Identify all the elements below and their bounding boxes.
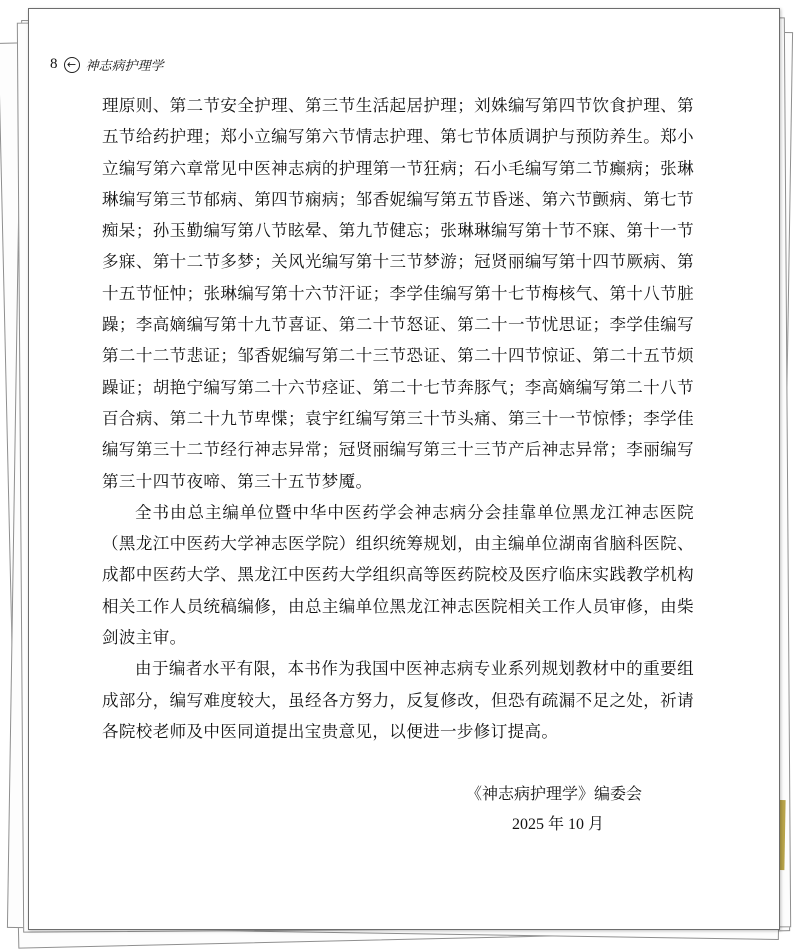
running-header (50, 55, 164, 74)
page-number: 8 (50, 56, 58, 72)
paragraph-3: 由于编者水平有限，本书作为我国中医神志病专业系列规划教材中的重要组成部分，编写难度较大，虽经各方努力，反复修改，但恐有疏漏不足之处，祈请各院校老师及中医同道提出宝贵意见，以便进一步修订提高。 (102, 659, 694, 741)
paragraph-1: 理原则、第二节安全护理、第三节生活起居护理；刘姝编写第四节饮食护理、第五节给药护理；郑小立编写第六节情志护理、第七节体质调护与预防养生。郑小立编写第六章常见中医神志病的护理第一节狂病；石小毛编写第二节癫病；张琳琳编写第三节郁病、第四节痫病；邹香妮编写第五节昏迷、第六节颤病、第七节痴呆；孙玉勤编写第八节眩晕、第九节健忘；张琳琳编写第十节不寐、第十一节多寐、第十二节多梦；关风光编写第十三节梦游；冠贤丽编写第十四节厥病、第十五节怔忡；张琳编写第十六节汗证；李学佳编写第十七节梅核气、第十八节脏躁；李高嫡编写第十九节喜证、第二十节怒证、第二十一节忧思证；李学佳编写第二十二节悲证；邹香妮编写第二十三节恐证、第二十四节惊证、第二十五节烦躁证；胡艳宁编写第二十六节痉证、第二十七节奔豚气；李高嫡编写第二十八节百合病、第二十九节卑惵；袁宇红编写第三十节头痛、第三十一节惊悸；李学佳编写第三十二节经行神志异常；冠贤丽编写第三十三节产后神志异常；李丽编写第三十四节夜啼、第三十五节梦魇。 (102, 96, 694, 491)
signature-date: 2025 年 10 月 (512, 816, 605, 833)
editorial-committee: 《神志病护理学》编委会 (466, 784, 643, 803)
paragraph-2: 全书由总主编单位暨中华中医药学会神志病分会挂靠单位黑龙江神志医院（黑龙江中医药大学神志医学院）组织统筹规划，由主编单位湖南省脑科医院、成都中医药大学、黑龙江中医药大学组织高等医药院校及医疗临床实践教学机构相关工作人员统稿编修，由总主编单位黑龙江神志医院相关工作人员审修，由柴剑波主审。 (102, 502, 694, 648)
body-text (102, 90, 694, 747)
book-title: 神志病护理学 (85, 59, 164, 74)
left-arrow-circle-icon: ← (64, 57, 80, 73)
